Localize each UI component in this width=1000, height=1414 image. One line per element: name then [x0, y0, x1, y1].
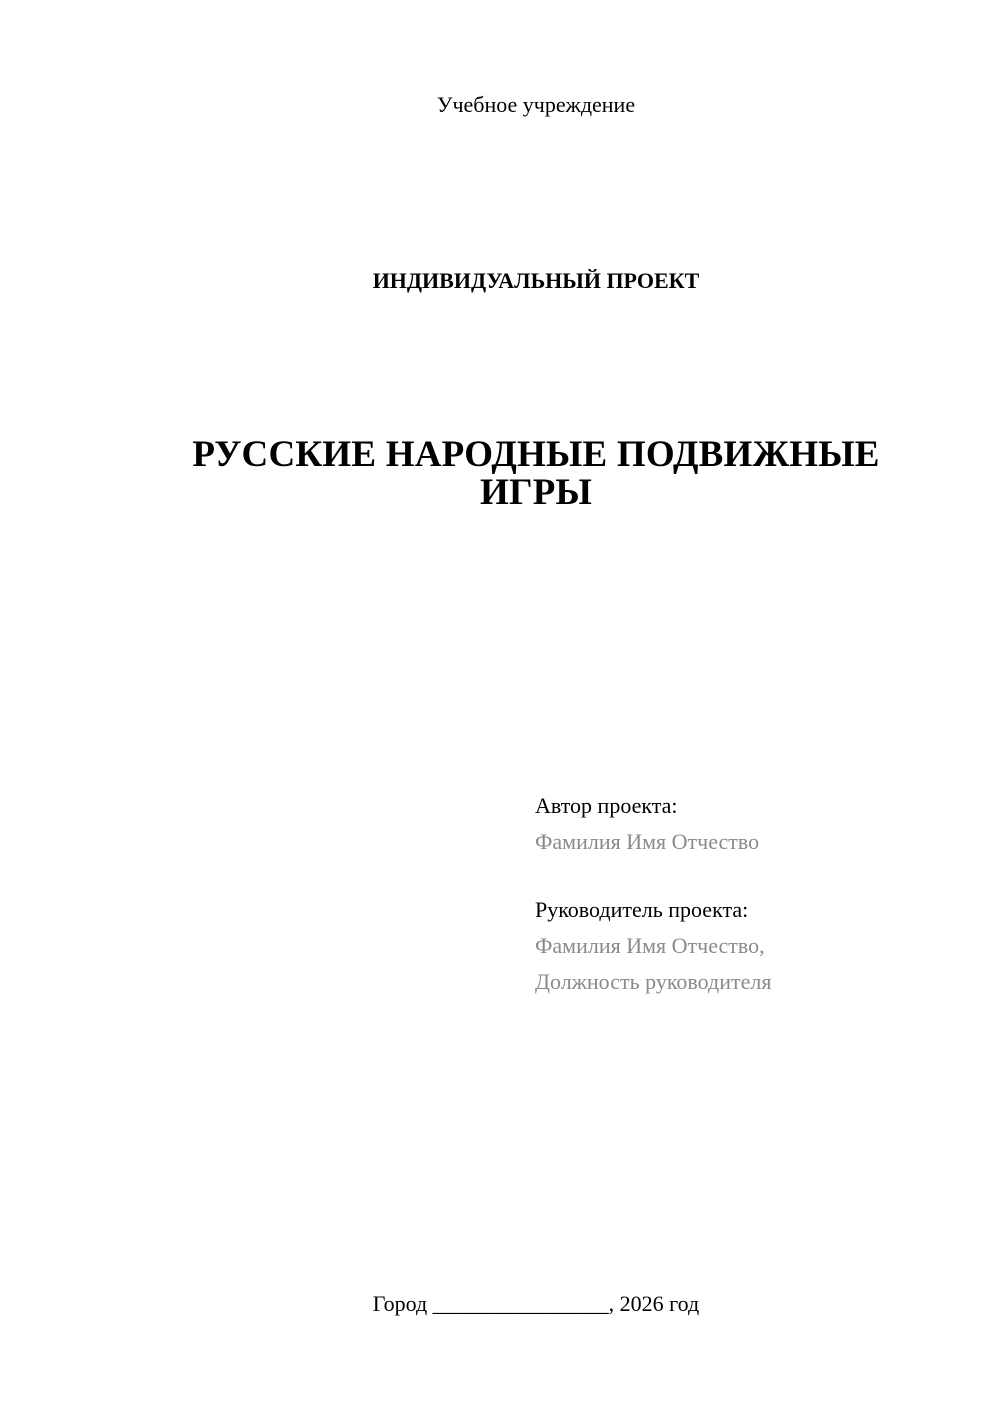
institution-name: Учебное учреждение: [436, 92, 636, 117]
project-info-block: [535, 788, 975, 1000]
project-title: [160, 436, 912, 512]
supervisor-label: Руководитель проекта:: [535, 897, 749, 922]
author-label: Автор проекта:: [535, 793, 678, 818]
author-name: Фамилия Имя Отчество: [535, 829, 760, 854]
city-year-line: Город ________________, 2026 год: [372, 1291, 700, 1316]
supervisor-name: Фамилия Имя Отчество,: [535, 933, 765, 958]
document-type-heading: ИНДИВИДУАЛЬНЫЙ ПРОЕКТ: [372, 268, 700, 293]
supervisor-position: Должность руководителя: [535, 969, 772, 994]
project-title-line-1: РУССКИЕ НАРОДНЫЕ ПОДВИЖНЫЕ: [192, 434, 880, 475]
spacer: [535, 860, 975, 892]
project-title-line-2: ИГРЫ: [479, 472, 593, 513]
